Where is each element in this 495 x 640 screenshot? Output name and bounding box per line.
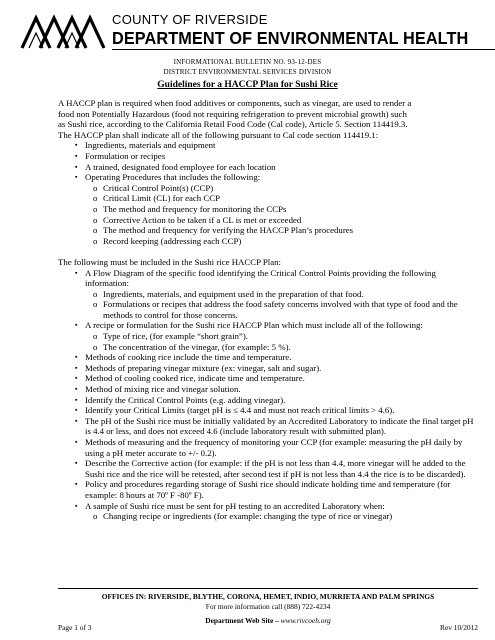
sushi-plan-list bbox=[58, 268, 478, 522]
county-name: COUNTY OF RIVERSIDE bbox=[112, 12, 268, 27]
square-bullet-icon: ▪ bbox=[75, 459, 78, 468]
intro-line: The HACCP plan shall indicate all of the following pursuant to Cal code section 114419.1: bbox=[58, 129, 379, 140]
list-item-text: Operating Procedures that includes the following: bbox=[85, 172, 261, 183]
square-bullet-icon: ▪ bbox=[75, 416, 78, 425]
circle-bullet-icon: o bbox=[93, 214, 98, 225]
square-bullet-icon: ▪ bbox=[75, 162, 78, 171]
circle-bullet-icon: o bbox=[93, 511, 98, 522]
sub-list bbox=[85, 331, 478, 352]
list-item bbox=[58, 458, 478, 479]
intro-line: A HACCP plan is required when food additives or components, such as vinegar, are used to render a bbox=[58, 98, 412, 108]
list-item-text: Method of cooling cooked rice, indicate time and temperature. bbox=[85, 373, 305, 384]
intro-line: as Sushi rice, according to the California Retail Food Code (Cal code), Article 5. Section 114419.3. bbox=[58, 119, 408, 130]
sub-list-item bbox=[58, 511, 478, 522]
list-item bbox=[58, 416, 478, 437]
sub-list-item-text: The method and frequency for verifying the HACCP Plan’s procedures bbox=[103, 225, 354, 236]
sub-list-item bbox=[58, 204, 478, 215]
sub-list-item-text: The method and frequency for monitoring the CCPs bbox=[103, 203, 287, 214]
sub-list-item bbox=[58, 193, 478, 204]
list-item bbox=[58, 437, 478, 458]
list-item bbox=[58, 268, 478, 321]
list-item-text: A recipe or formulation for the Sushi rice HACCP Plan which must include all of the following: bbox=[85, 320, 423, 331]
list-item-text: Formulation or recipes bbox=[85, 150, 166, 161]
list-item-text: Identify your Critical Limits (target pH is ≤ 4.4 and must not reach critical limits > 4.6). bbox=[85, 405, 395, 416]
circle-bullet-icon: o bbox=[93, 203, 98, 214]
intro-line: food non Potentially Hazardous (food not requiring refrigeration to prevent microbial growth) such bbox=[58, 108, 407, 119]
list-item bbox=[58, 479, 478, 500]
list-item bbox=[58, 162, 478, 173]
list-item-text: The pH of the Sushi rice must be initially validated by an Accredited Laboratory to indicate the final target pH is 4.4 or less, and does not exceed 4.6 (include laboratory result with submitted plan). bbox=[85, 415, 474, 437]
square-bullet-icon: ▪ bbox=[75, 438, 78, 446]
list-item bbox=[58, 151, 478, 162]
square-bullet-icon: ▪ bbox=[75, 385, 78, 394]
square-bullet-icon: ▪ bbox=[75, 353, 78, 362]
square-bullet-icon: ▪ bbox=[75, 268, 78, 277]
page-footer bbox=[58, 588, 478, 632]
square-bullet-icon: ▪ bbox=[75, 501, 78, 510]
document-body bbox=[58, 98, 478, 522]
list-item-text: A trained, designated food employee for each location bbox=[85, 161, 276, 172]
list-item bbox=[58, 405, 478, 416]
sub-list-item-text: Type of rice, (for example “short grain”). bbox=[103, 331, 248, 342]
list-item-text: Policy and procedures regarding storage of Sushi rice should indicate holding time and temperature (for example: 8 hours at 70º F -80º F). bbox=[85, 479, 451, 500]
section2-intro: The following must be included in the Sushi rice HACCP Plan: bbox=[58, 256, 281, 267]
footer-web-link[interactable]: www.rivcoeh.org bbox=[280, 616, 331, 625]
sub-list-item bbox=[58, 289, 478, 300]
list-item bbox=[58, 320, 478, 352]
circle-bullet-icon: o bbox=[93, 193, 98, 204]
circle-bullet-icon: o bbox=[93, 299, 98, 310]
list-item bbox=[58, 352, 478, 363]
list-item-text: A Flow Diagram of the specific food identifying the Critical Control Points providing the following information: bbox=[85, 267, 436, 289]
square-bullet-icon: ▪ bbox=[75, 363, 78, 372]
sub-list-item-text: Changing recipe or ingredients (for example: changing the type of rice or vinegar) bbox=[103, 511, 393, 522]
circle-bullet-icon: o bbox=[93, 235, 98, 246]
list-item bbox=[58, 140, 478, 151]
list-item bbox=[58, 363, 478, 374]
department-name: DEPARTMENT OF ENVIRONMENTAL HEALTH bbox=[112, 28, 469, 48]
list-item-text: Describe the Corrective action (for example: if the pH is not less than 4.4, more vinegar will be added to the Sushi rice and the rice will be retested, after second test if pH is not less than 4.4 the rice is to be discarded). bbox=[85, 458, 466, 479]
sub-list bbox=[85, 289, 478, 321]
square-bullet-icon: ▪ bbox=[75, 141, 78, 150]
sub-list-item bbox=[58, 299, 478, 320]
header-rule bbox=[112, 49, 495, 50]
list-item-text: Methods of measuring and the frequency of monitoring your CCP (for example: measuring the pH daily by using a pH meter accurate to +/- 0.2). bbox=[85, 437, 463, 458]
circle-bullet-icon: o bbox=[93, 225, 98, 236]
sub-list-item bbox=[58, 236, 478, 247]
footer-offices: OFFICES IN: RIVERSIDE, BLYTHE, CORONA, HEMET, INDIO, MURRIETA AND PALM SPRINGS bbox=[101, 592, 435, 601]
letterhead bbox=[20, 10, 480, 54]
sub-list-item bbox=[58, 225, 478, 236]
list-item bbox=[58, 172, 478, 246]
page-number: Page 1 of 3 bbox=[58, 623, 92, 632]
haccp-requirements-list bbox=[58, 140, 478, 246]
county-seal-logo bbox=[20, 12, 106, 52]
bulletin-number: INFORMATIONAL BULLETIN NO. 93-12-DES bbox=[173, 58, 322, 66]
square-bullet-icon: ▪ bbox=[75, 173, 78, 182]
list-item bbox=[58, 501, 478, 522]
circle-bullet-icon: o bbox=[93, 341, 98, 352]
list-item bbox=[58, 373, 478, 384]
list-item-text: Ingredients, materials and equipment bbox=[85, 140, 216, 151]
list-item-text: Identify the Critical Control Points (e.g. adding vinegar). bbox=[85, 394, 286, 405]
circle-bullet-icon: o bbox=[93, 182, 98, 193]
list-item-text: Method of mixing rice and vinegar solution. bbox=[85, 384, 241, 395]
footer-info: For more information call (888) 722-4234 bbox=[205, 602, 331, 611]
square-bullet-icon: ▪ bbox=[75, 321, 78, 330]
sub-list-item-text: Critical Control Point(s) (CCP) bbox=[103, 182, 214, 193]
sub-list-item-text: The concentration of the vinegar, (for example: 5 %). bbox=[103, 341, 291, 352]
sub-list-item-text: Ingredients, materials, and equipment used in the preparation of that food. bbox=[103, 288, 364, 299]
square-bullet-icon: ▪ bbox=[75, 395, 78, 404]
sub-list-item-text: Critical Limit (CL) for each CCP bbox=[103, 193, 221, 204]
square-bullet-icon: ▪ bbox=[75, 374, 78, 383]
sub-list bbox=[85, 183, 478, 247]
square-bullet-icon: ▪ bbox=[75, 480, 78, 489]
sub-list-item-text: Corrective Action to be taken if a CL is met or exceeded bbox=[103, 214, 302, 225]
square-bullet-icon: ▪ bbox=[75, 151, 78, 160]
footer-web-label: Department Web Site – bbox=[205, 616, 279, 625]
sub-list-item bbox=[58, 215, 478, 226]
division-name: DISTRICT ENVIRONMENTAL SERVICES DIVISION bbox=[163, 68, 332, 76]
sub-list-item bbox=[58, 331, 478, 342]
document-title: Guidelines for a HACCP Plan for Sushi Rice bbox=[157, 80, 338, 90]
circle-bullet-icon: o bbox=[93, 288, 98, 299]
sub-list-item-text: Record keeping (addressing each CCP) bbox=[103, 235, 242, 246]
list-item-text: Methods of cooking rice include the time and temperature. bbox=[85, 352, 292, 363]
square-bullet-icon: ▪ bbox=[75, 406, 78, 415]
revision-date: Rev 10/2012 bbox=[440, 623, 478, 632]
list-item-text: Methods of preparing vinegar mixture (ex: vinegar, salt and sugar). bbox=[85, 362, 322, 373]
sub-list-item-text: Formulations or recipes that address the food safety concerns involved with that type of food and the methods to control for those concerns. bbox=[103, 299, 458, 320]
list-item-text: A sample of Sushi rice must be sent for pH testing to an accredited Laboratory when: bbox=[85, 500, 385, 511]
list-item bbox=[58, 395, 478, 406]
sub-list-item bbox=[58, 342, 478, 353]
sub-list-item bbox=[58, 183, 478, 194]
circle-bullet-icon: o bbox=[93, 331, 98, 342]
sub-list bbox=[85, 511, 478, 522]
list-item bbox=[58, 384, 478, 395]
footer-website bbox=[58, 616, 478, 625]
